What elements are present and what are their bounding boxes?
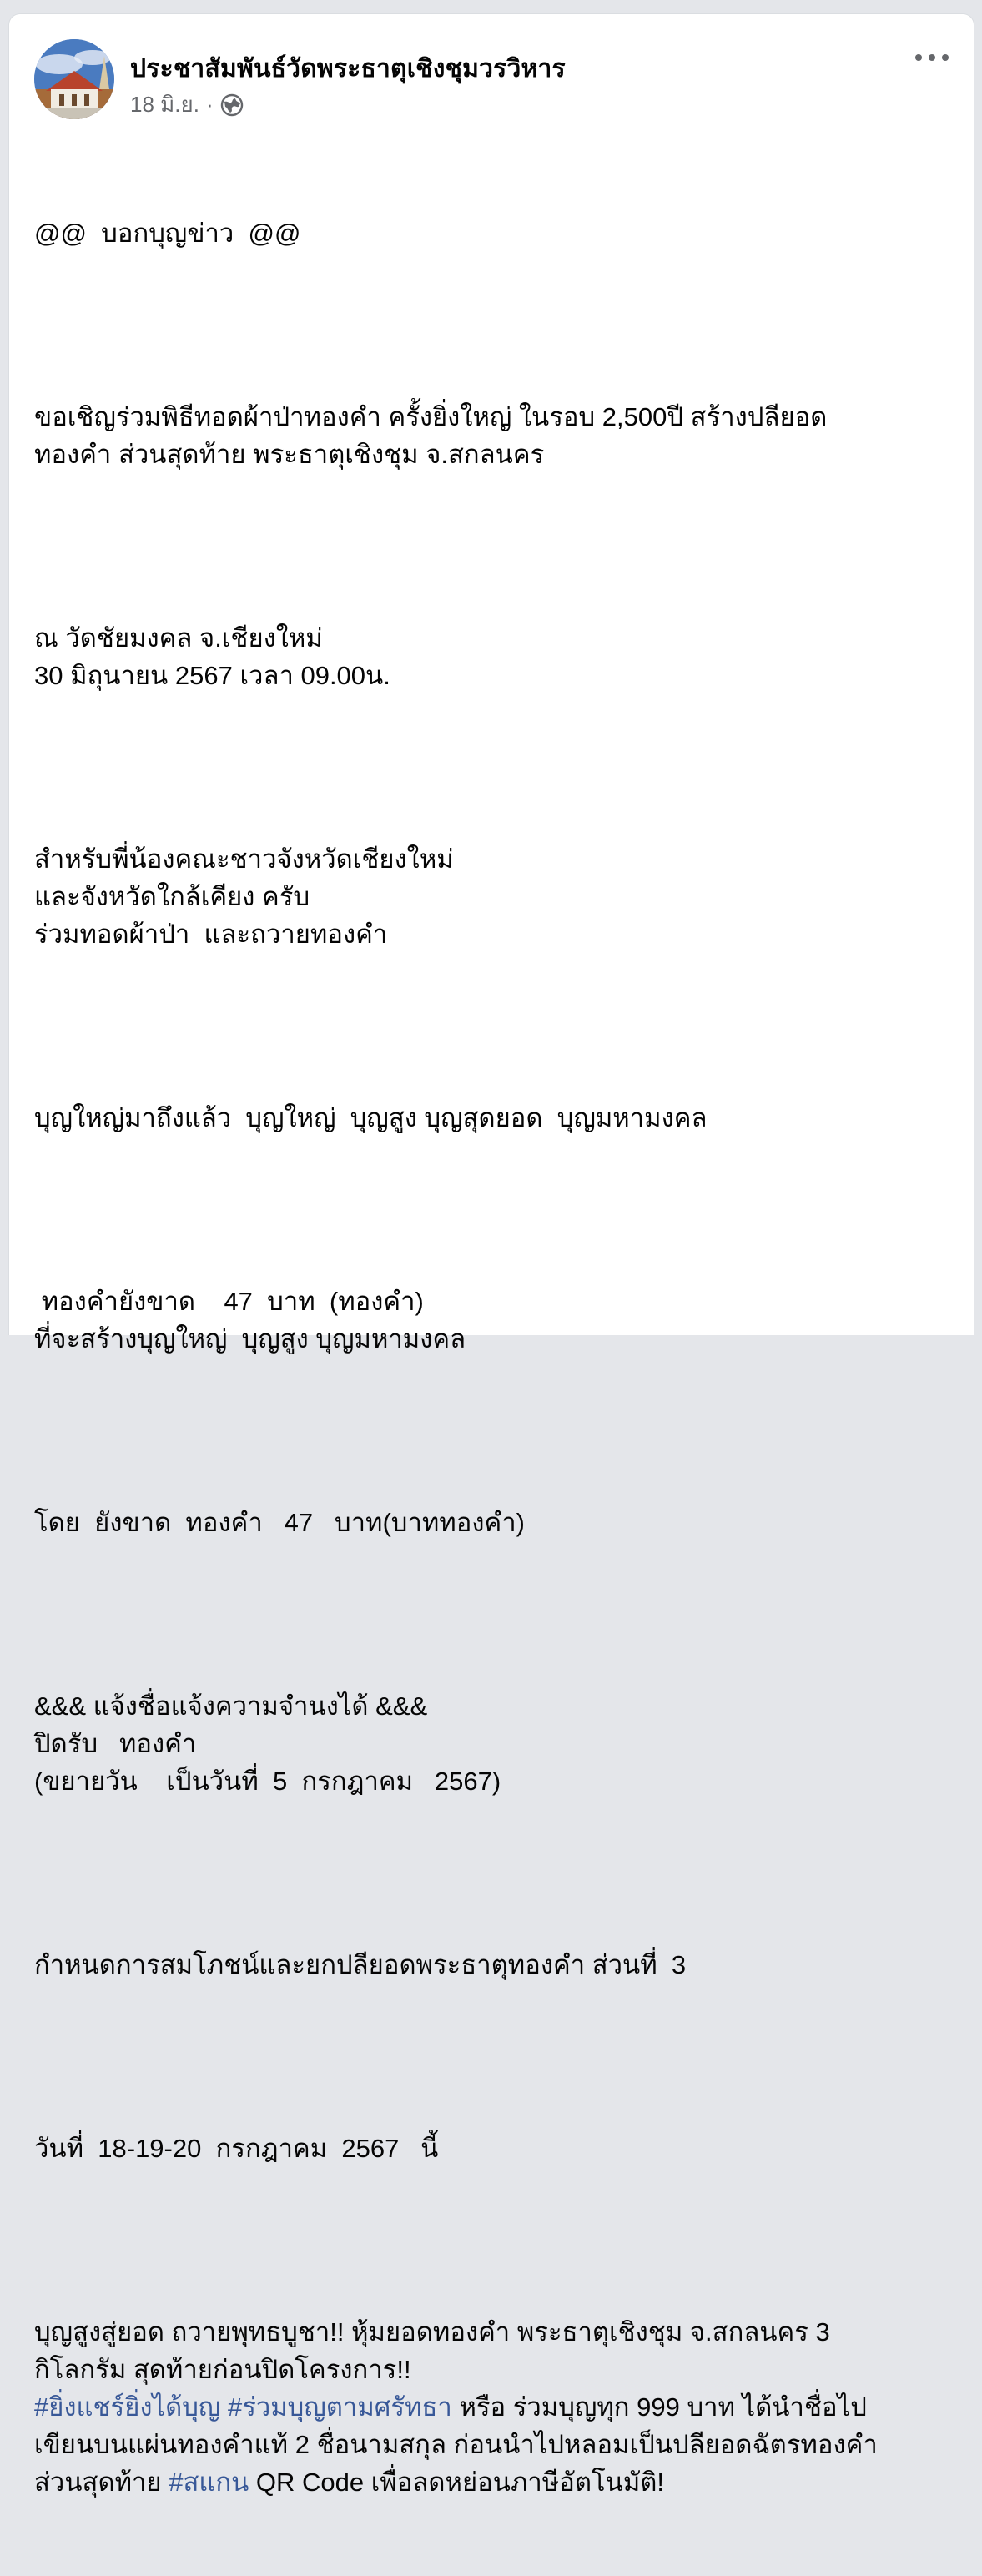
post-text-line: (ขยายวัน เป็นวันที่ 5 กรกฎาคม 2567) [34, 1767, 501, 1796]
post-text-line: ทองคำ ส่วนสุดท้าย พระธาตุเชิงชุม จ.สกลนคร [34, 440, 545, 469]
more-options-icon[interactable] [915, 48, 949, 68]
post-text-line: ทองคำยังขาด 47 บาท (ทองคำ) [34, 1287, 424, 1316]
post-card [8, 13, 974, 2497]
post-paragraph [34, 1687, 924, 1800]
page-name[interactable]: ประชาสัมพันธ์วัดพระธาตุเชิงชุมวรวิหาร [130, 55, 566, 83]
post-body [34, 139, 924, 2576]
post-text-line: และจังหวัดใกล้เคียง ครับ [34, 882, 310, 911]
post-paragraph [34, 2130, 924, 2167]
post-text-line [34, 2463, 924, 2501]
temple-avatar-image [34, 39, 114, 119]
post-text-line: 30 มิถุนายน 2567 เวลา 09.00น. [34, 661, 390, 690]
post-text-line: โดย ยังขาด ทองคำ 47 บาท(บาททองคำ) [34, 1508, 525, 1537]
post-text-line [34, 2388, 924, 2426]
more-dot [942, 54, 949, 61]
post-text-segment: หรือ ร่วมบุญทุก 999 บาท ได้นำชื่อไป [451, 2392, 867, 2422]
post-paragraph [34, 1946, 924, 1984]
post-paragraph [34, 840, 924, 953]
post-text-line: ปิดรับ ทองคำ [34, 1729, 197, 1758]
post-text-line: @@ บอกบุญข่าว @@ [34, 219, 301, 248]
post-text-line: สำหรับพี่น้องคณะชาวจังหวัดเชียงใหม่ [34, 844, 454, 874]
post-text-line: บุญสูงสู่ยอด ถวายพุทธบูชา!! หุ้มยอดทองคำ พระธาตุเชิงชุม จ.สกลนคร 3 [34, 2317, 830, 2347]
more-dot [929, 54, 935, 61]
post-text-line: กิโลกรัม สุดท้ายก่อนปิดโครงการ!! [34, 2355, 411, 2384]
hashtag-link[interactable]: #ยิ่งแชร์ยิ่งได้บุญ [34, 2392, 221, 2422]
page-avatar[interactable] [34, 39, 114, 119]
post-paragraph [34, 1283, 924, 1358]
post-text-line: ขอเชิญร่วมพิธีทอดผ้าป่าทองคำ ครั้งยิ่งใหญ่ ในรอบ 2,500ปี สร้างปลียอด [34, 402, 828, 431]
post-text-line: ร่วมทอดผ้าป่า และถวายทองคำ [34, 920, 388, 949]
hashtag-link[interactable]: #ร่วมบุญตามศรัทธา [227, 2392, 452, 2422]
post-date[interactable]: 18 มิ.ย. [130, 92, 199, 117]
post-text-line: ที่จะสร้างบุญใหญ่ บุญสูง บุญมหามงคล [34, 1324, 466, 1354]
post-text-line: วันที่ 18-19-20 กรกฎาคม 2567 นี้ [34, 2134, 439, 2163]
post-paragraph [34, 2313, 924, 2501]
post-paragraph [34, 619, 924, 694]
meta-separator: · [205, 92, 214, 117]
hashtag-link[interactable]: #สแกน [169, 2468, 249, 2497]
more-dot [915, 54, 922, 61]
post-text-line: บุญใหญ่มาถึงแล้ว บุญใหญ่ บุญสูง บุญสุดยอด บุญมหามงคล [34, 1103, 708, 1132]
post-text-segment: QR Code เพื่อลดหย่อนภาษีอัตโนมัติ! [249, 2468, 664, 2497]
post-paragraph [34, 398, 924, 473]
post-text-segment: ส่วนสุดท้าย [34, 2468, 169, 2497]
post-text-line: ณ วัดชัยมงคล จ.เชียงใหม่ [34, 623, 323, 653]
post-text-line: เขียนบนแผ่นทองคำแท้ 2 ชื่อนามสกุล ก่อนนำไปหลอมเป็นปลียอดฉัตรทองคำ [34, 2430, 878, 2459]
post-text-line: กำหนดการสมโภชน์และยกปลียอดพระธาตุทองคำ ส่วนที่ 3 [34, 1950, 687, 1979]
post-header [34, 39, 949, 123]
post-text-line: &&& แจ้งชื่อแจ้งความจำนงได้ &&& [34, 1691, 428, 1721]
post-paragraph [34, 214, 924, 252]
post-paragraph [34, 1099, 924, 1137]
post-meta [130, 88, 244, 122]
post-paragraph [34, 1504, 924, 1541]
globe-icon[interactable] [220, 93, 244, 117]
